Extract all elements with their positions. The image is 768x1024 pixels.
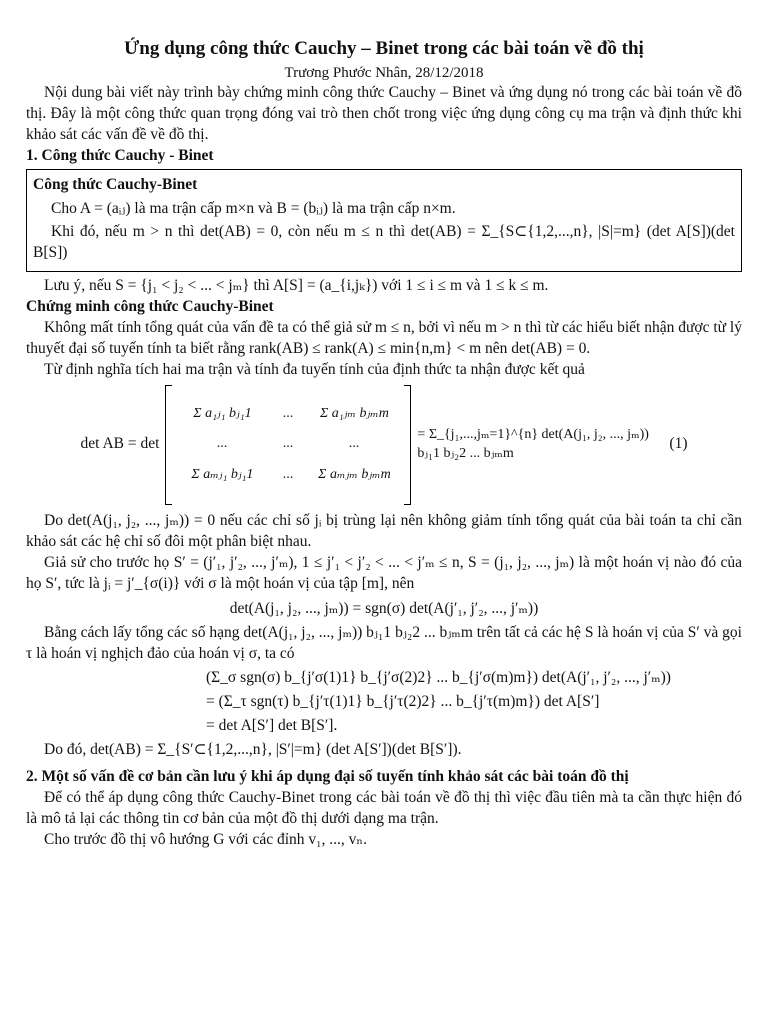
intro-paragraph: Nội dung bài viết này trình bày chứng minh công thức Cauchy – Binet và ứng dụng nó trong các bài toán về đồ thị. Đây là một công thức quan trọng đóng vai trò then chốt trong việc ứng dụng công cụ ma trận và định thức khi khảo sát các vấn đề về đồ thị. — [26, 83, 742, 143]
theorem-line-2: Khi đó, nếu m > n thì det(AB) = 0, còn nếu m ≤ n thì det(AB) = Σ_{S⊂{1,2,...,n}, |S|=m} (det A[S])(det B[S]) — [33, 223, 735, 262]
matrix-cell: Σ a₁ⱼₘ bⱼₘm — [319, 405, 389, 421]
matrix-cell: ... — [283, 436, 294, 452]
matrix-cell: Σ aₘⱼ₁ bⱼ₁1 — [191, 467, 254, 483]
proof-paragraph-3: Do det(A(j₁, j₂, ..., jₘ)) = 0 nếu các chỉ số jᵢ bị trùng lại nên không giảm tính tổng quát của bài toán ta chỉ cần khảo sát các hệ chỉ số đôi một phân biệt nhau. — [26, 511, 742, 550]
matrix-cell: Σ a₁ⱼ₁ bⱼ₁1 — [193, 405, 252, 421]
conclusion-paragraph: Do đó, det(AB) = Σ_{S′⊂{1,2,...,n}, |S′|=m} (det A[S′])(det B[S′]). — [44, 741, 462, 759]
proof-heading: Chứng minh công thức Cauchy-Binet — [26, 298, 274, 316]
section-2-paragraph-1: Để có thể áp dụng công thức Cauchy-Binet trong các bài toán về đồ thị thì việc đầu tiên mà ta cần thực hiện đó là mô tả lại các thông tin cơ bản của một đồ thị dưới dạng ma trận. — [26, 788, 742, 827]
section-2-heading: 2. Một số vấn đề cơ bản cần lưu ý khi áp dụng đại số tuyến tính khảo sát các bài toán đồ thị — [26, 768, 629, 786]
proof-paragraph-5: Bằng cách lấy tổng các số hạng det(A(j₁, j₂, ..., jₘ)) bⱼ₁1 bⱼ₂2 ... bⱼₘm trên tất cả các hệ S là hoán vị của S′ và gọi τ là hoán vị nghịch đảo của hoán vị σ, ta có — [26, 624, 742, 663]
matrix-cell: ... — [283, 405, 294, 421]
matrix-cells — [172, 405, 404, 486]
matrix-cell: ... — [349, 436, 360, 452]
matrix-cell: Σ aₘⱼₘ bⱼₘm — [318, 467, 391, 483]
section-1-heading: 1. Công thức Cauchy - Binet — [26, 146, 214, 164]
equation-3-line: (Σ_σ sgn(σ) b_{j′σ(1)1} b_{j′σ(2)2} ... b_{j′σ(m)m}) det(A(j′₁, j′₂, ..., j′ₘ)) — [206, 669, 671, 687]
matrix-cell: ... — [217, 436, 228, 452]
theorem-line-1: Cho A = (aᵢⱼ) là ma trận cấp m×n và B = (bᵢⱼ) là ma trận cấp n×m. — [51, 199, 456, 217]
theorem-box — [26, 169, 742, 273]
equation-3-line: = (Σ_τ sgn(τ) b_{j′τ(1)1} b_{j′τ(2)2} ... b_{j′τ(m)m}) det A[S′] — [206, 693, 600, 711]
note-paragraph: Lưu ý, nếu S = {j₁ < j₂ < ... < jₘ} thì A[S] = (a_{i,jₖ}) với 1 ≤ i ≤ m và 1 ≤ k ≤ m. — [44, 277, 549, 295]
equation-number: (1) — [669, 435, 688, 453]
matrix-rhs: = Σ_{j₁,...,jₘ=1}^{n} det(A(j₁, j₂, ..., jₘ)) bⱼ₁1 bⱼ₂2 ... bⱼₘm — [417, 426, 649, 461]
matrix-equation — [26, 385, 742, 505]
matrix-right-bracket — [404, 385, 411, 505]
equation-2: det(A(j₁, j₂, ..., jₘ)) = sgn(σ) det(A(j′₁, j′₂, ..., j′ₘ)) — [229, 599, 539, 617]
section-2-paragraph-2: Cho trước đồ thị vô hướng G với các đỉnh v₁, ..., vₙ. — [44, 830, 367, 848]
theorem-heading: Công thức Cauchy-Binet — [33, 175, 198, 193]
matrix-cell: ... — [283, 467, 294, 483]
equation-3-block — [26, 668, 742, 737]
author-date: Trương Phước Nhân, 28/12/2018 — [284, 64, 484, 81]
matrix-left-bracket — [165, 385, 172, 505]
document-title: Ứng dụng công thức Cauchy – Binet trong các bài toán về đồ thị — [124, 38, 644, 59]
document-page — [26, 36, 742, 851]
equation-3-line: = det A[S′] det B[S′]. — [206, 717, 338, 735]
proof-paragraph-4: Giả sử cho trước họ S′ = (j′₁, j′₂, ..., j′ₘ), 1 ≤ j′₁ < j′₂ < ... < j′ₘ ≤ n, S = (j₁, j₂, ..., jₘ) là một hoán vị nào đó của họ S′, tức là jᵢ = j′_{σ(i)} với σ là một hoán vị của tập [m], nên — [26, 553, 742, 592]
proof-paragraph-2: Từ định nghĩa tích hai ma trận và tính đa tuyến tính của định thức ta nhận được kết quả — [44, 360, 585, 378]
matrix-lhs: det AB = det — [80, 435, 160, 453]
proof-paragraph-1: Không mất tính tổng quát của vấn đề ta có thể giả sử m ≤ n, bởi vì nếu m > n thì từ các hiểu biết nhận được từ lý thuyết đại số tuyến tính ta biết rằng rank(AB) ≤ rank(A) ≤ min{n,m} < m nên det(AB) = 0. — [26, 319, 742, 358]
